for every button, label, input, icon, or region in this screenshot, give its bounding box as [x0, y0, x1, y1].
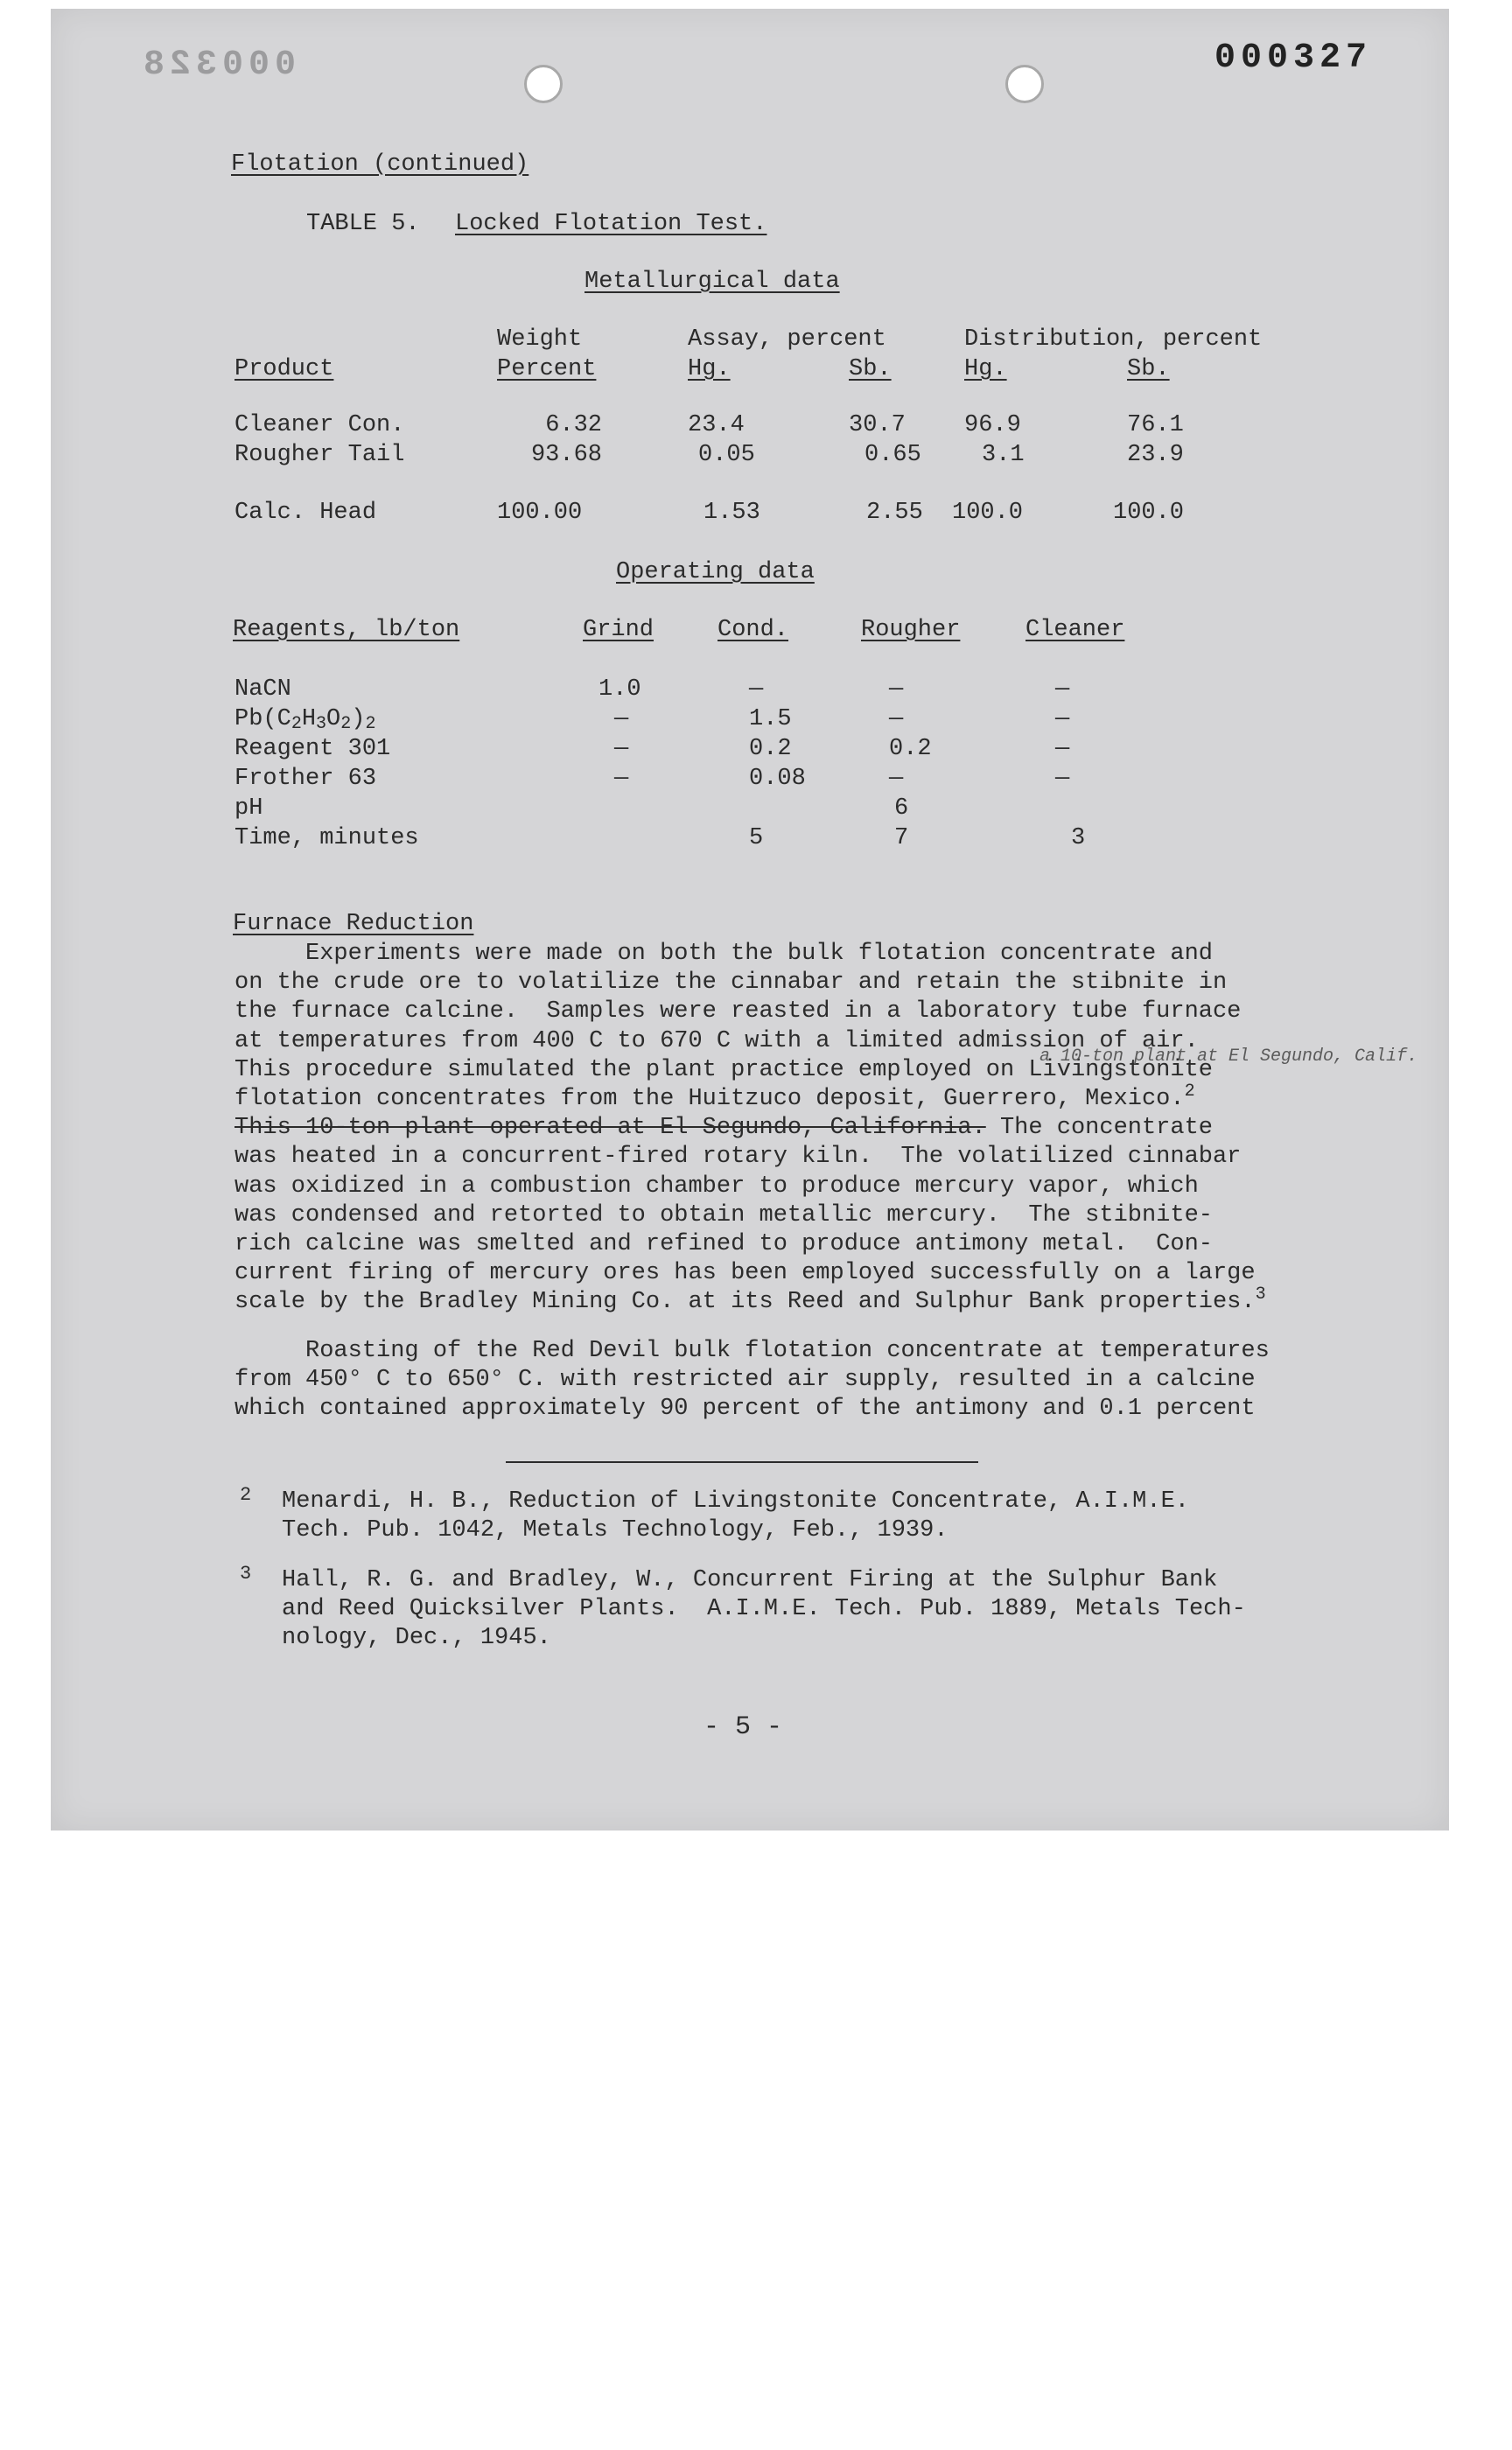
- op-cond: 1.5: [749, 706, 792, 732]
- op-rougher: 7: [894, 825, 909, 851]
- col-dist-hg: Hg.: [964, 356, 1007, 382]
- op-rougher: —: [889, 676, 904, 703]
- col-product: Product: [234, 356, 334, 382]
- footnote-number: 2: [240, 1484, 252, 1506]
- weight-group-header: Weight: [497, 326, 583, 353]
- op-cond: 0.08: [749, 766, 806, 792]
- op-cond: —: [749, 676, 764, 703]
- op-rougher: 0.2: [889, 736, 932, 762]
- assay-group-header: Assay, percent: [688, 326, 886, 353]
- footnote-number: 3: [240, 1563, 252, 1585]
- row-dist-sb: 100.0: [1113, 500, 1185, 526]
- op-grind: 1.0: [598, 676, 641, 703]
- row-product: Calc. Head: [234, 500, 377, 526]
- row-weight: 100.00: [497, 500, 583, 526]
- op-grind: —: [614, 706, 629, 732]
- op-cleaner: 3: [1071, 825, 1086, 851]
- metallurgical-heading: Metallurgical data: [584, 269, 840, 295]
- col-rougher: Rougher: [861, 617, 961, 643]
- row-weight: 93.68: [530, 442, 602, 468]
- op-cleaner: —: [1055, 706, 1070, 732]
- row-dist-hg: 100.0: [952, 500, 1024, 526]
- col-dist-sb: Sb.: [1127, 356, 1170, 382]
- punch-hole-left: [524, 65, 563, 103]
- op-cond: 0.2: [749, 736, 792, 762]
- op-reagent: Time, minutes: [234, 825, 419, 851]
- op-grind: —: [614, 766, 629, 792]
- page-footer: - 5 -: [704, 1712, 783, 1742]
- row-product: Rougher Tail: [234, 442, 405, 468]
- row-dist-sb: 76.1: [1127, 412, 1184, 438]
- footnote-ref: 3: [1255, 1284, 1266, 1306]
- col-reagents: Reagents, lb/ton: [233, 617, 460, 643]
- op-rougher: 6: [894, 795, 909, 822]
- op-rougher: —: [889, 706, 904, 732]
- op-cond: 5: [749, 825, 764, 851]
- op-reagent: Frother 63: [234, 766, 377, 792]
- bleed-through-number: 000328: [138, 46, 297, 85]
- table-label: TABLE 5.: [306, 211, 420, 237]
- footnote-separator: [506, 1461, 978, 1463]
- op-reagent: pH: [234, 795, 263, 822]
- punch-hole-right: [1005, 65, 1044, 103]
- footnote-text: Menardi, H. B., Reduction of Livingstonite Concentrate, A.I.M.E. Tech. Pub. 1042, Metals Technology, Feb., 1939.: [282, 1488, 1189, 1544]
- col-assay-sb: Sb.: [849, 356, 892, 382]
- row-assay-sb: 0.65: [864, 442, 921, 468]
- col-grind: Grind: [583, 617, 654, 643]
- furnace-paragraph-1: Experiments were made on both the bulk flotation concentrate and on the crude ore to volatilize the cinnabar and retain the stibnite in the furnace calcine. Samples were reasted in a laboratory tube furnace at temperatures from 400 C to 670 C with a limited admission of air. This procedure simulated the plant practice employed on Livingstonite flotation concentrates from the Huitzuco deposit, Guerrero, Mexico.$^2$ This 10-ton plant operated at El Segundo, California. The concentrate was heated in a concurrent-fired rotary kiln. The volatilized cinnabar was oxidized in a combustion chamber to produce mercury vapor, which was condensed and retorted to obtain metallic mercury. The stibnite- rich calcine was smelted and refined to produce antimony metal. Con- current firing of mercury ores has been employed successfully on a large scale by the Bradley Mining Co. at its Reed and Sulphur Bank properties.$^3$: [234, 941, 1266, 1316]
- op-cleaner: —: [1055, 736, 1070, 762]
- op-grind: —: [614, 736, 629, 762]
- row-assay-hg: 0.05: [698, 442, 755, 468]
- op-reagent: NaCN: [234, 676, 291, 703]
- furnace-paragraph-2: Roasting of the Red Devil bulk flotation concentrate at temperatures from 450° C to 650° C. with restricted air supply, resulted in a calcine which contained approximately 90 percent of the antimony and 0.1 percent: [234, 1338, 1270, 1423]
- row-assay-sb: 2.55: [866, 500, 923, 526]
- col-cleaner: Cleaner: [1026, 617, 1125, 643]
- distribution-group-header: Distribution, percent: [964, 326, 1263, 353]
- footnote-text: Hall, R. G. and Bradley, W., Concurrent Firing at the Sulphur Bank and Reed Quicksilver Plants. A.I.M.E. Tech. Pub. 1889, Metals Tech- nology, Dec., 1945.: [282, 1567, 1246, 1651]
- row-assay-hg: 23.4: [688, 412, 745, 438]
- op-cleaner: —: [1055, 766, 1070, 792]
- row-dist-hg: 3.1: [982, 442, 1025, 468]
- section-title: Flotation (continued): [231, 151, 529, 178]
- row-assay-sb: 30.7: [849, 412, 906, 438]
- table-title: Locked Flotation Test.: [455, 211, 767, 237]
- document-page: [51, 9, 1449, 1830]
- operating-heading: Operating data: [616, 559, 815, 585]
- op-rougher: —: [889, 766, 904, 792]
- footnote-ref: 2: [1184, 1082, 1195, 1102]
- col-assay-hg: Hg.: [688, 356, 731, 382]
- row-product: Cleaner Con.: [234, 412, 405, 438]
- furnace-heading: Furnace Reduction: [233, 911, 474, 937]
- op-cleaner: —: [1055, 676, 1070, 703]
- col-weight-percent: Percent: [497, 356, 597, 382]
- row-weight: 6.32: [545, 412, 602, 438]
- op-reagent: Reagent 301: [234, 736, 391, 762]
- col-cond: Cond.: [718, 617, 789, 643]
- page-number-top: 000327: [1214, 38, 1373, 78]
- row-dist-hg: 96.9: [964, 412, 1021, 438]
- op-reagent-formula: $Pb(C_2H_3O_2)_2$: [234, 706, 376, 734]
- row-dist-sb: 23.9: [1127, 442, 1184, 468]
- handwritten-insertion: a 10-ton plant at El Segundo, Calif.: [1040, 1046, 1418, 1067]
- struck-sentence: This 10-ton plant operated at El Segundo, California.: [234, 1115, 986, 1142]
- row-assay-hg: 1.53: [704, 500, 760, 526]
